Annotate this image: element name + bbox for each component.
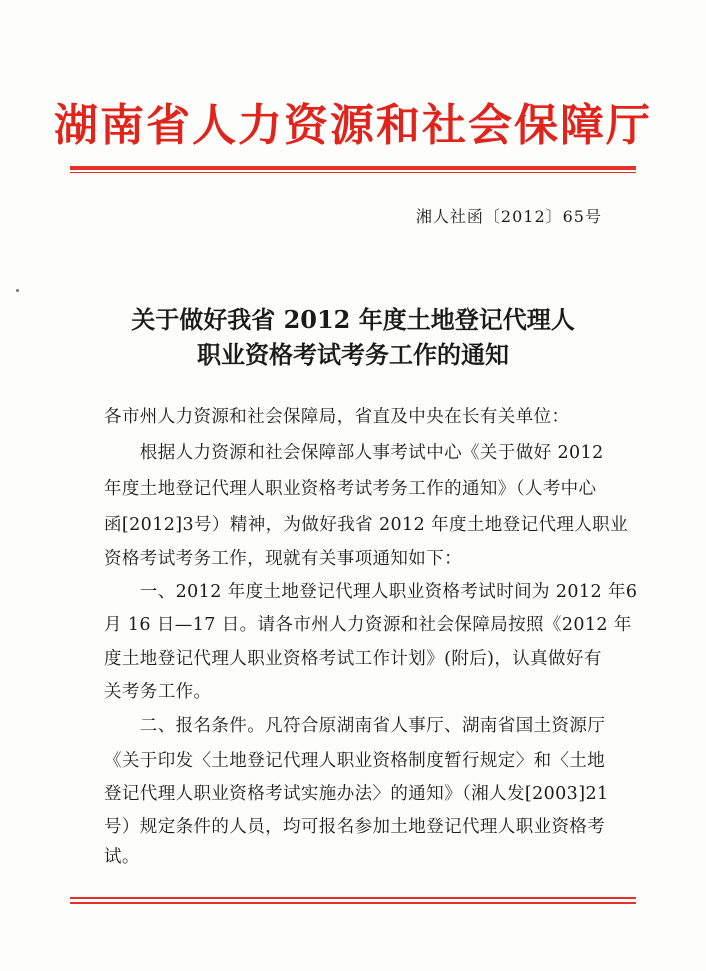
header-red-rule-thick: [70, 166, 636, 170]
body-line: 号）规定条件的人员，均可报名参加土地登记代理人职业资格考: [104, 817, 606, 837]
document-title-line-1: 关于做好我省 2012 年度土地登记代理人: [131, 305, 575, 334]
scan-speck: [16, 289, 19, 292]
body-line: 月 16 日—17 日。请各市州人力资源和社会保障局按照《2012 年: [104, 615, 632, 635]
footer-red-rule-1: [70, 897, 636, 899]
issuing-organization-header: 湖南省人力资源和社会保障厅: [54, 100, 652, 151]
body-line: 登记代理人职业资格考试实施办法〉的通知》（湘人发[2003]21: [104, 784, 609, 804]
body-line: 各市州人力资源和社会保障局，省直及中央在长有关单位：: [104, 407, 570, 427]
document-title-line-2: 职业资格考试考务工作的通知: [197, 340, 509, 369]
document-number: 湘人社函〔2012〕65号: [415, 207, 602, 226]
footer-red-rule-2: [70, 902, 636, 904]
body-line: 《关于印发〈土地登记代理人职业资格制度暂行规定〉和〈土地: [104, 751, 606, 771]
body-line: 资格考试考务工作，现就有关事项通知如下：: [104, 549, 462, 569]
body-line: 函[2012]3号）精神，为做好我省 2012 年度土地登记代理人职业: [104, 515, 628, 535]
body-line: 度土地登记代理人职业资格考试工作计划》(附后)，认真做好有: [104, 649, 602, 669]
body-line: 试。: [104, 847, 140, 867]
body-line: 关考务工作。: [104, 682, 212, 702]
body-line: 一、2012 年度土地登记代理人职业资格考试时间为 2012 年6: [104, 582, 638, 602]
document-body: [104, 402, 638, 872]
header-red-rule-thin: [70, 172, 636, 173]
body-line: 年度土地登记代理人职业资格考试考务工作的通知》（人考中心: [104, 479, 597, 499]
body-line: 根据人力资源和社会保障部人事考试中心《关于做好 2012: [104, 443, 604, 463]
body-line: 二、报名条件。凡符合原湖南省人事厅、湖南省国土资源厅: [104, 716, 606, 736]
